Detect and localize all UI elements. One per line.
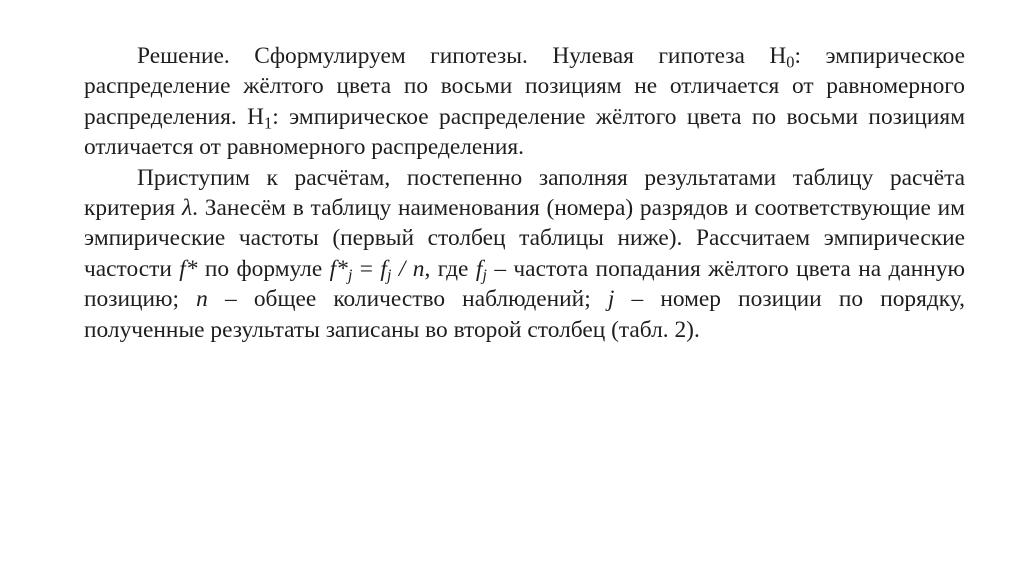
lambda-symbol: λ (181, 195, 193, 222)
f-star-symbol: f* (179, 255, 198, 282)
formula-f-star: f* (329, 255, 348, 282)
paragraph-calculation (84, 163, 965, 345)
formula-equals: = (352, 255, 381, 282)
text-run: : эмпирическое распределение жёлтого цвета по восьми позициям не отличается от равномерного распределения. H (84, 43, 965, 130)
subscript-h1: 1 (264, 113, 273, 133)
text-run: по формуле (197, 255, 330, 282)
subscript-j-text: j (386, 265, 392, 285)
text-run: , где (424, 255, 476, 282)
text-block (84, 41, 965, 345)
subscript-j-text: j (482, 265, 487, 285)
n-symbol: n (196, 286, 208, 313)
text-run: Приступим к расчётам, постепенно заполняя результатами таблицу расчёта критерия (84, 164, 965, 222)
formula-f: f (380, 255, 387, 282)
text-run: : эмпирическое распределение жёлтого цвета по восьми позициям отличается от равномерного распределения. (84, 103, 965, 161)
f-j-symbol: f (475, 255, 483, 282)
subscript-h0: 0 (786, 52, 795, 72)
subscript-j-text: j (347, 265, 353, 285)
text-run: Решение. Сформулируем гипотезы. Нулевая гипотеза H (137, 43, 787, 69)
text-run: . Занесём в таблицу наименования (номера) разрядов и соответствующие им эмпирические частоты (первый столбец таблицы ниже). Рассчитаем эмпирические частости (84, 195, 965, 282)
text-run: – номер позиции по порядку, полученные результаты записаны во второй столбец (табл. 2). (84, 286, 966, 343)
formula-divide-n: / n (391, 255, 425, 282)
j-symbol: j (607, 286, 615, 313)
text-run: – частота попадания жёлтого цвета на данную позицию; (84, 255, 965, 313)
text-run: – общее количество наблюдений; (207, 286, 608, 313)
paragraph-hypotheses (84, 41, 965, 163)
